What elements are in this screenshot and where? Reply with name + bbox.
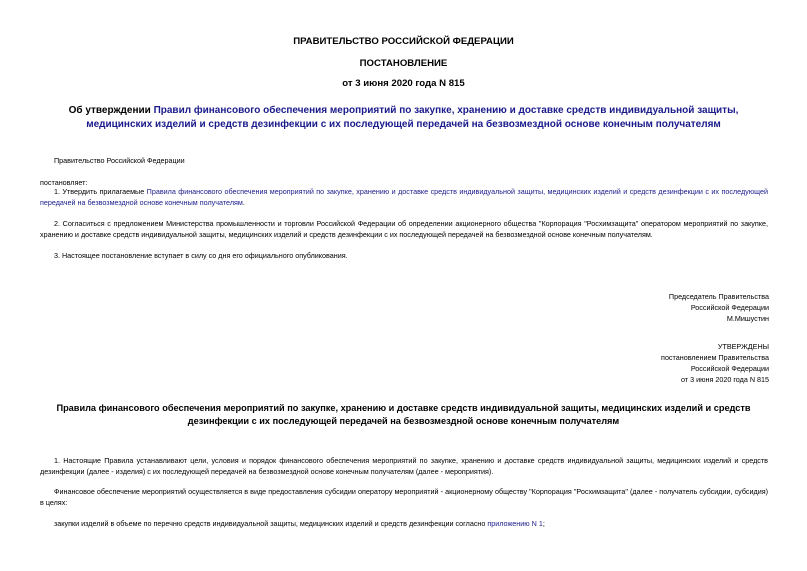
item-1 xyxy=(40,186,768,208)
document-title xyxy=(40,104,767,132)
approved-line-3: Российской Федерации xyxy=(690,364,769,373)
rules-paragraph-2: Финансовое обеспечение мероприятий осуществляется в виде предоставления субсидии оператору мероприятий - акционерному обществу "Корпорация "Росхимзащита" (далее - получатель субсидии, субсидия) в целях: xyxy=(40,487,768,507)
appendix-1-link[interactable]: приложению N 1 xyxy=(487,519,543,528)
title-rules-link[interactable]: Правил финансового обеспечения мероприятий по закупке, хранению и доставке средств индивидуальной защиты, медицинских изделий и средств дезинфекции с их последующей передачей на безвозмездной основе конечным получателям xyxy=(86,105,739,130)
approved-label: УТВЕРЖДЕНЫ xyxy=(717,342,769,351)
signature-position-1: Председатель Правительства xyxy=(668,292,769,301)
title-prefix: Об утверждении xyxy=(68,105,154,116)
rules-paragraph-3 xyxy=(54,518,545,529)
rules-p3-suffix: ; xyxy=(542,519,545,528)
item-1-suffix: . xyxy=(242,198,245,207)
approved-line-2: постановлением Правительства xyxy=(661,353,769,362)
item-1-rules-link[interactable]: Правила финансового обеспечения мероприятий по закупке, хранению и доставке средств индивидуальной защиты, медицинских изделий и средств дезинфекции с их последующей передачей на безвозмездной основе конечным получателям xyxy=(40,187,768,207)
item-3: 3. Настоящее постановление вступает в силу со дня его официального опубликования. xyxy=(54,251,348,260)
issuing-authority: ПРАВИТЕЛЬСТВО РОССИЙСКОЙ ФЕДЕРАЦИИ xyxy=(293,36,514,47)
approved-date-number: от 3 июня 2020 года N 815 xyxy=(680,375,769,384)
rules-paragraph-1: 1. Настоящие Правила устанавливают цели, условия и порядок финансового обеспечения мероприятий по закупке, хранению и доставке средств индивидуальной защиты, медицинских изделий и средств дезинфекции (далее - изделия) с их последующей передачей на безвозмездной основе конечным получателям (далее - мероприятия). xyxy=(40,456,768,476)
resolves-text: постановляет: xyxy=(40,178,88,187)
rules-title: Правила финансового обеспечения мероприятий по закупке, хранению и доставке средств индивидуальной защиты, медицинских изделий и средств дезинфекции с их последующей передачей на безвозмездной основе конечным получателям xyxy=(56,403,751,426)
signature-name: М.Мишустин xyxy=(726,314,769,323)
item-1-prefix: 1. Утвердить прилагаемые xyxy=(54,187,147,196)
document-type: ПОСТАНОВЛЕНИЕ xyxy=(359,58,448,69)
item-2: 2. Согласиться с предложением Министерства промышленности и торговли Российской Федерации об определении акционерного общества "Корпорация "Росхимзащита" оператором мероприятий по закупке, хранению и доставке средств индивидуальной защиты, медицинских изделий и средств дезинфекции с их последующей передачей на безвозмездной основе конечным получателям. xyxy=(40,219,768,239)
rules-p3-prefix: закупки изделий в объеме по перечню средств индивидуальной защиты, медицинских изделий и средств дезинфекции согласно xyxy=(54,519,488,528)
intro-text: Правительство Российской Федерации xyxy=(54,156,185,165)
signature-position-2: Российской Федерации xyxy=(690,303,769,312)
document-date-number: от 3 июня 2020 года N 815 xyxy=(342,78,465,89)
